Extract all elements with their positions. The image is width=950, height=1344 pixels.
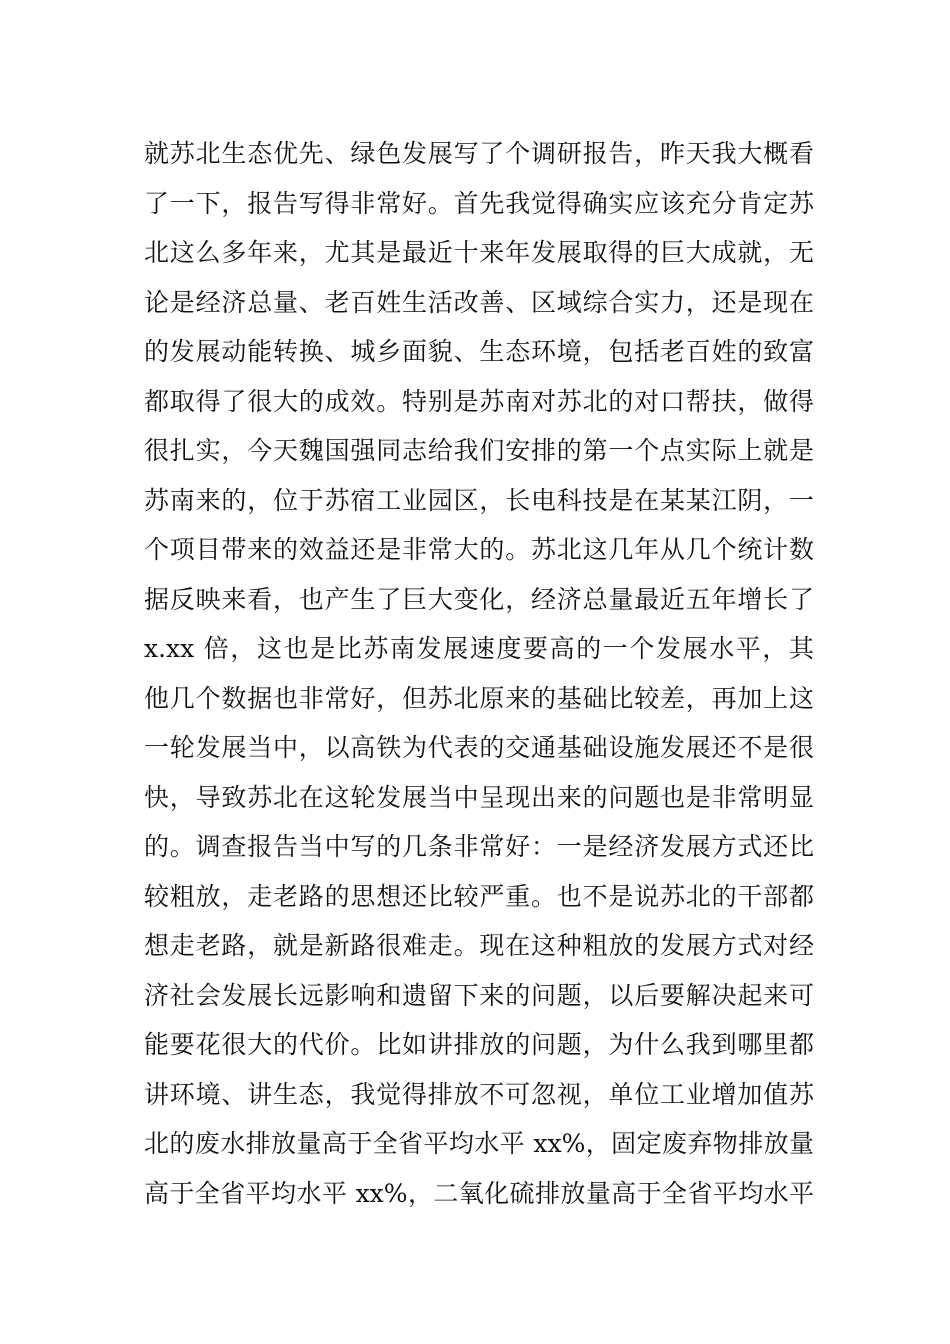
text-line: 济社会发展长远影响和遗留下来的问题，以后要解决起来可 xyxy=(144,980,814,1010)
text-line: 较粗放，走老路的思想还比较严重。也不是说苏北的干部都 xyxy=(144,881,814,911)
text-line: 北的废水排放量高于全省平均水平 xx%，固定废弃物排放量 xyxy=(144,1129,814,1158)
text-line: 据反映来看，也产生了巨大变化，经济总量最近五年增长了 xyxy=(144,584,814,614)
text-line: 北这么多年来，尤其是最近十来年发展取得的巨大成就，无 xyxy=(144,238,814,267)
body-text xyxy=(144,129,814,1218)
text-line: 很扎实，今天魏国强同志给我们安排的第一个点实际上就是 xyxy=(144,436,814,465)
text-line: 能要花很大的代价。比如讲排放的问题，为什么我到哪里都 xyxy=(144,1030,814,1059)
text-line: 个项目带来的效益还是非常大的。苏北这几年从几个统计数 xyxy=(144,535,814,564)
text-line: 想走老路，就是新路很难走。现在这种粗放的发展方式对经 xyxy=(144,931,814,960)
text-line: 讲环境、讲生态，我觉得排放不可忽视，单位工业增加值苏 xyxy=(144,1079,814,1109)
text-line: 就苏北生态优先、绿色发展写了个调研报告，昨天我大概看 xyxy=(144,139,814,168)
text-line: 都取得了很大的成效。特别是苏南对苏北的对口帮扶，做得 xyxy=(144,386,814,416)
text-line: 高于全省平均水平 xx%，二氧化硫排放量高于全省平均水平 xyxy=(144,1178,814,1208)
text-line: 论是经济总量、老百姓生活改善、区域综合实力，还是现在 xyxy=(144,287,814,317)
text-line: 快，导致苏北在这轮发展当中呈现出来的问题也是非常明显 xyxy=(144,782,814,812)
text-line: x.xx 倍，这也是比苏南发展速度要高的一个发展水平，其 xyxy=(144,634,814,663)
text-line: 的发展动能转换、城乡面貌、生态环境，包括老百姓的致富 xyxy=(144,337,814,366)
text-line: 苏南来的，位于苏宿工业园区，长电科技是在某某江阴，一 xyxy=(144,485,814,515)
text-line: 了一下，报告写得非常好。首先我觉得确实应该充分肯定苏 xyxy=(144,188,814,218)
text-line: 他几个数据也非常好，但苏北原来的基础比较差，再加上这 xyxy=(144,683,814,713)
text-line: 一轮发展当中，以高铁为代表的交通基础设施发展还不是很 xyxy=(144,733,814,762)
text-line: 的。调查报告当中写的几条非常好：一是经济发展方式还比 xyxy=(144,832,814,861)
